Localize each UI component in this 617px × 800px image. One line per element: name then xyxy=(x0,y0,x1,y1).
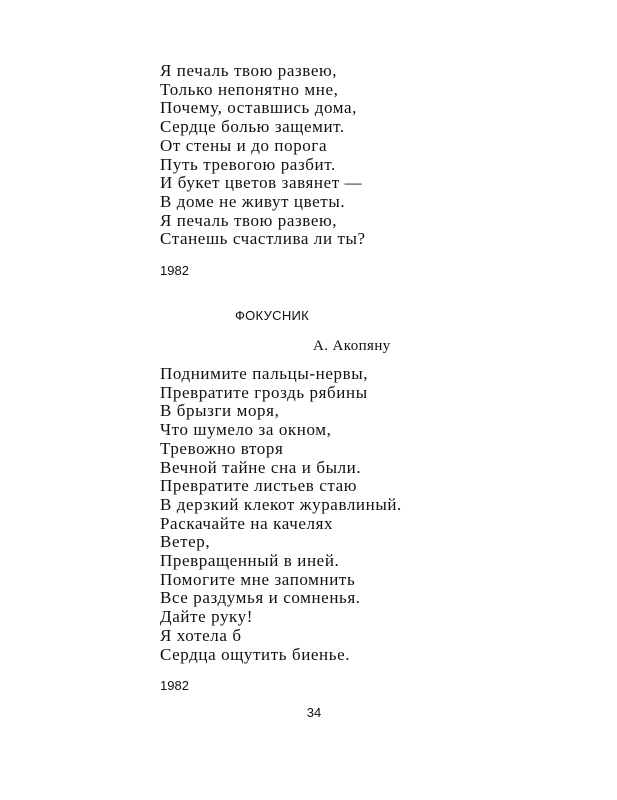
poem-dedication: А. Акопяну xyxy=(313,338,391,354)
poem-line: В дерзкий клекот журавлиный. xyxy=(160,494,402,514)
poem-line: Вечной тайне сна и были. xyxy=(160,457,362,477)
poem-line: В брызги моря, xyxy=(160,401,280,421)
poem-line: Я печаль твою развею, xyxy=(160,210,338,230)
poem-line: Помогите мне запомнить xyxy=(160,569,356,589)
poem-first-year: 1982 xyxy=(160,263,189,278)
poem-line: От стены и до порога xyxy=(160,135,328,155)
poem-line: Дайте руку! xyxy=(160,607,254,627)
poem-line: Превратите листьев стаю xyxy=(160,476,358,496)
poem-line: Только непонятно мне, xyxy=(160,79,339,99)
poem-line: Превратите гроздь рябины xyxy=(160,382,368,402)
poem-line: Я печаль твою развею, xyxy=(160,61,338,80)
poem-first-text xyxy=(160,62,366,249)
poem-line: Путь тревогою разбит. xyxy=(160,154,336,174)
poem-line: В доме не живут цветы. xyxy=(160,191,346,211)
poem-line: Почему, оставшись дома, xyxy=(160,98,357,118)
poem-line: Раскачайте на качелях xyxy=(160,513,334,533)
poem-line: Превращенный в иней. xyxy=(160,551,340,571)
poem-second-text xyxy=(160,365,402,664)
poem-line: Станешь счастлива ли ты? xyxy=(160,229,366,249)
poem-line: Сердца ощутить биенье. xyxy=(160,644,351,664)
poem-title: ФОКУСНИК xyxy=(234,308,310,323)
poem-line: И букет цветов завянет — xyxy=(160,173,363,193)
poem-line: Поднимите пальцы-нервы, xyxy=(160,364,369,383)
poem-second-year: 1982 xyxy=(160,678,189,693)
page-number: 34 xyxy=(306,705,322,720)
poem-line: Я хотела б xyxy=(160,625,242,645)
poem-line: Тревожно вторя xyxy=(160,438,284,458)
poem-line: Ветер, xyxy=(160,532,211,552)
poem-line: Все раздумья и сомненья. xyxy=(160,588,361,608)
poem-line: Что шумело за окном, xyxy=(160,420,332,440)
poem-line: Сердце болью защемит. xyxy=(160,117,345,137)
